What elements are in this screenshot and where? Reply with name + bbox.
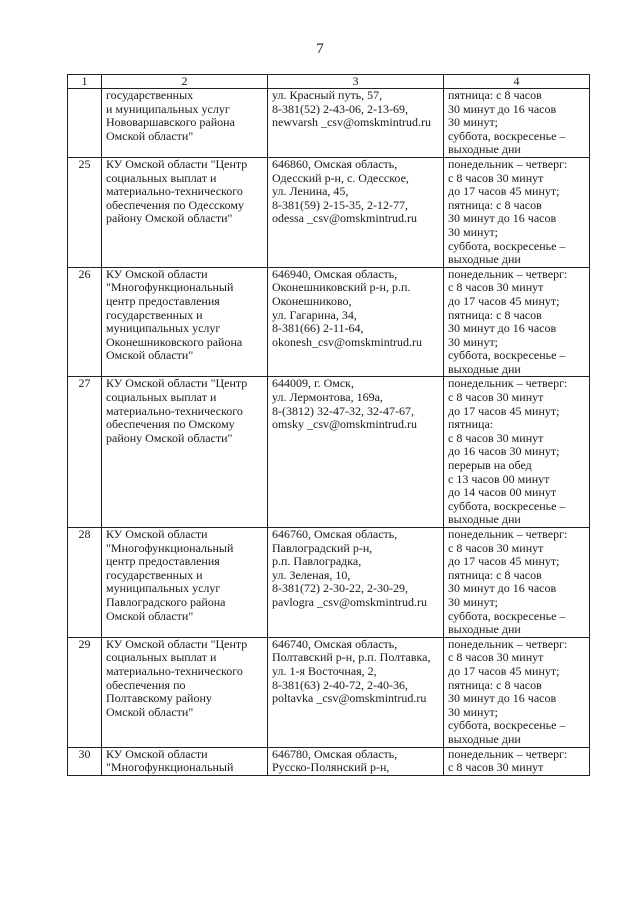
address-cell-line: ул. Ленина, 45, xyxy=(272,184,349,199)
working-hours-cell-line: пятница: xyxy=(448,417,494,432)
working-hours-cell-lines xyxy=(448,377,585,527)
working-hours-cell-line: пятница: с 8 часов xyxy=(448,567,542,582)
table-row xyxy=(68,89,590,158)
working-hours-cell-line: выходные дни xyxy=(448,512,521,527)
address-cell-line: 8-381(72) 2-30-22, 2-30-29, xyxy=(272,581,408,596)
working-hours-cell-lines xyxy=(448,158,585,267)
institution-name-cell-line: материально-технического xyxy=(106,403,243,418)
working-hours-cell-line: суббота, воскресенье – xyxy=(448,348,566,363)
institutions-table xyxy=(67,74,590,776)
institution-name-cell xyxy=(102,637,268,747)
institution-name-cell-line: центр предоставления xyxy=(106,554,220,569)
working-hours-cell-line: суббота, воскресенье – xyxy=(448,718,566,733)
address-cell-line: 8-381(66) 2-11-64, xyxy=(272,321,364,336)
address-cell-line: odessa _csv@omskmintrud.ru xyxy=(272,211,418,226)
institution-name-cell-line: муниципальных услуг xyxy=(106,321,221,336)
working-hours-cell-line: пятница: с 8 часов xyxy=(448,88,542,102)
address-cell-line: 644009, г. Омск, xyxy=(272,376,354,391)
institution-name-cell-line: и муниципальных услуг xyxy=(106,101,230,116)
table-row xyxy=(68,747,590,775)
institution-name-cell-lines xyxy=(106,89,263,143)
working-hours-cell-lines xyxy=(448,89,585,157)
institution-name-cell-line: Омской области" xyxy=(106,704,194,719)
institution-name-cell-line: Павлоградского района xyxy=(106,594,226,609)
address-cell-line: Одесский р-н, с. Одесское, xyxy=(272,170,409,185)
address-cell xyxy=(268,637,444,747)
address-cell-line: ул. Красный путь, 57, xyxy=(272,88,383,102)
header-col-address: 3 xyxy=(268,75,444,89)
working-hours-cell-lines xyxy=(448,268,585,377)
row-number-cell: 28 xyxy=(68,528,102,638)
working-hours-cell-line: суббота, воскресенье – xyxy=(448,498,566,513)
institution-name-cell-line: КУ Омской области "Центр xyxy=(106,637,248,651)
institution-name-cell-line: КУ Омской области "Центр xyxy=(106,376,248,391)
working-hours-cell-line: с 8 часов 30 минут xyxy=(448,540,544,555)
address-cell-line: 646740, Омская область, xyxy=(272,637,398,651)
address-cell-line: 646860, Омская область, xyxy=(272,157,398,171)
working-hours-cell-line: с 8 часов 30 минут xyxy=(448,170,544,185)
table-row xyxy=(68,157,590,267)
address-cell-line: ул. Гагарина, 34, xyxy=(272,307,357,322)
institution-name-cell-line: Омской области" xyxy=(106,608,194,623)
address-cell-lines xyxy=(272,89,439,130)
working-hours-cell-line: понедельник – четверг: xyxy=(448,267,568,281)
institution-name-cell-line: району Омской области" xyxy=(106,211,233,226)
working-hours-cell-line: понедельник – четверг: xyxy=(448,747,568,761)
address-cell-line: 8-381(59) 2-15-35, 2-12-77, xyxy=(272,197,408,212)
working-hours-cell-line: выходные дни xyxy=(448,361,521,376)
institution-name-cell-line: "Многофункциональный xyxy=(106,760,234,775)
working-hours-cell-line: выходные дни xyxy=(448,252,521,267)
institution-name-cell-line: "Многофункциональный xyxy=(106,540,234,555)
working-hours-cell xyxy=(444,637,590,747)
address-cell-line: 8-(3812) 32-47-32, 32-47-67, xyxy=(272,403,414,418)
address-cell-line: 8-381(52) 2-43-06, 2-13-69, xyxy=(272,101,408,116)
institution-name-cell-line: КУ Омской области "Центр xyxy=(106,157,248,171)
working-hours-cell-lines xyxy=(448,528,585,637)
working-hours-cell-line: понедельник – четверг: xyxy=(448,157,568,171)
institution-name-cell-line: государственных и xyxy=(106,567,203,582)
institution-name-cell-line: социальных выплат и xyxy=(106,170,217,185)
working-hours-cell-line: понедельник – четверг: xyxy=(448,637,568,651)
address-cell xyxy=(268,267,444,377)
working-hours-cell-line: 30 минут до 16 часов xyxy=(448,581,557,596)
working-hours-cell xyxy=(444,267,590,377)
row-number-cell: 25 xyxy=(68,157,102,267)
working-hours-cell-lines xyxy=(448,638,585,747)
working-hours-cell-line: до 17 часов 45 минут; xyxy=(448,293,560,308)
working-hours-cell-line: 30 минут до 16 часов xyxy=(448,211,557,226)
institution-name-cell xyxy=(102,157,268,267)
row-number-cell: 27 xyxy=(68,377,102,528)
working-hours-cell-line: с 8 часов 30 минут xyxy=(448,390,544,405)
institution-name-cell-line: государственных и xyxy=(106,307,203,322)
header-col-hours: 4 xyxy=(444,75,590,89)
row-number-cell: 30 xyxy=(68,747,102,775)
institution-name-cell-lines xyxy=(106,748,263,775)
address-cell xyxy=(268,377,444,528)
working-hours-cell-line: 30 минут до 16 часов xyxy=(448,101,557,116)
institution-name-cell xyxy=(102,267,268,377)
institution-name-cell-line: материально-технического xyxy=(106,663,243,678)
institution-name-cell-line: государственных xyxy=(106,88,194,102)
table-body xyxy=(68,89,590,776)
row-number-cell: 29 xyxy=(68,637,102,747)
header-col-number: 1 xyxy=(68,75,102,89)
working-hours-cell-line: пятница: с 8 часов xyxy=(448,197,542,212)
working-hours-cell xyxy=(444,528,590,638)
working-hours-cell-line: пятница: с 8 часов xyxy=(448,677,542,692)
working-hours-cell-line: 30 минут; xyxy=(448,704,499,719)
institution-name-cell xyxy=(102,89,268,158)
page-number: 7 xyxy=(316,41,324,57)
institution-name-cell-line: социальных выплат и xyxy=(106,390,217,405)
working-hours-cell-line: 30 минут; xyxy=(448,594,499,609)
working-hours-cell-line: до 17 часов 45 минут; xyxy=(448,184,560,199)
working-hours-cell-line: с 8 часов 30 минут xyxy=(448,430,544,445)
address-cell-line: Оконешниково, xyxy=(272,293,352,308)
institution-name-cell-line: КУ Омской области xyxy=(106,267,208,281)
working-hours-cell-line: 30 минут; xyxy=(448,115,499,130)
address-cell-line: Полтавский р-н, р.п. Полтавка, xyxy=(272,650,431,665)
address-cell xyxy=(268,157,444,267)
working-hours-cell-line: перерыв на обед xyxy=(448,458,532,473)
address-cell-line: ул. Зеленая, 10, xyxy=(272,567,351,582)
address-cell-line: pavlogra _csv@omskmintrud.ru xyxy=(272,594,428,609)
working-hours-cell-line: с 8 часов 30 минут xyxy=(448,650,544,665)
institution-name-cell-line: Омской области" xyxy=(106,128,194,143)
institution-name-cell-line: обеспечения по Омскому xyxy=(106,417,235,432)
working-hours-cell xyxy=(444,89,590,158)
working-hours-cell-line: с 8 часов 30 минут xyxy=(448,280,544,295)
institution-name-cell-line: материально-технического xyxy=(106,184,243,199)
institution-name-cell-line: Нововаршавского района xyxy=(106,115,235,130)
row-number-cell xyxy=(68,89,102,158)
table-row xyxy=(68,637,590,747)
address-cell-line: poltavka _csv@omskmintrud.ru xyxy=(272,691,427,706)
address-cell-line: ул. 1-я Восточная, 2, xyxy=(272,663,377,678)
institution-name-cell-line: району Омской области" xyxy=(106,430,233,445)
working-hours-cell-line: 30 минут; xyxy=(448,334,499,349)
address-cell-line: okonesh_csv@omskmintrud.ru xyxy=(272,334,423,349)
address-cell-line: 646760, Омская область, xyxy=(272,527,398,541)
institution-name-cell-line: КУ Омской области xyxy=(106,747,208,761)
working-hours-cell-line: до 14 часов 00 минут xyxy=(448,485,557,500)
address-cell xyxy=(268,528,444,638)
institution-name-cell-line: Полтавскому району xyxy=(106,691,212,706)
address-cell-lines xyxy=(272,268,439,350)
address-cell-lines xyxy=(272,528,439,610)
working-hours-cell-line: выходные дни xyxy=(448,142,521,157)
working-hours-cell-line: до 16 часов 30 минут; xyxy=(448,444,560,459)
institution-name-cell-line: Омской области" xyxy=(106,348,194,363)
table-row xyxy=(68,528,590,638)
address-cell-line: ул. Лермонтова, 169а, xyxy=(272,390,383,405)
institution-name-cell-lines xyxy=(106,268,263,363)
institution-name-cell-lines xyxy=(106,158,263,226)
institution-name-cell-line: центр предоставления xyxy=(106,293,220,308)
working-hours-cell-line: 30 минут до 16 часов xyxy=(448,691,557,706)
institution-name-cell-line: обеспечения по xyxy=(106,677,186,692)
institution-name-cell-line: муниципальных услуг xyxy=(106,581,221,596)
working-hours-cell-line: с 8 часов 30 минут xyxy=(448,760,544,775)
address-cell xyxy=(268,747,444,775)
institution-name-cell xyxy=(102,377,268,528)
address-cell xyxy=(268,89,444,158)
working-hours-cell-lines xyxy=(448,748,585,775)
institution-name-cell xyxy=(102,528,268,638)
institution-name-cell-line: "Многофункциональный xyxy=(106,280,234,295)
institution-name-cell-line: обеспечения по Одесскому xyxy=(106,197,244,212)
table-row xyxy=(68,267,590,377)
working-hours-cell-line: понедельник – четверг: xyxy=(448,527,568,541)
institution-name-cell-lines xyxy=(106,638,263,720)
working-hours-cell-line: до 17 часов 45 минут; xyxy=(448,403,560,418)
working-hours-cell-line: суббота, воскресенье – xyxy=(448,608,566,623)
address-cell-line: omsky _csv@omskmintrud.ru xyxy=(272,417,418,432)
working-hours-cell-line: с 13 часов 00 минут xyxy=(448,471,550,486)
working-hours-cell-line: до 17 часов 45 минут; xyxy=(448,554,560,569)
header-col-name: 2 xyxy=(102,75,268,89)
row-number-cell: 26 xyxy=(68,267,102,377)
institution-name-cell-line: КУ Омской области xyxy=(106,527,208,541)
institution-name-cell-line: социальных выплат и xyxy=(106,650,217,665)
working-hours-cell xyxy=(444,157,590,267)
working-hours-cell-line: пятница: с 8 часов xyxy=(448,307,542,322)
working-hours-cell-line: 30 минут до 16 часов xyxy=(448,321,557,336)
working-hours-cell-line: выходные дни xyxy=(448,731,521,746)
table-header-row xyxy=(68,75,590,89)
address-cell-line: р.п. Павлоградка, xyxy=(272,554,362,569)
institution-name-cell-lines xyxy=(106,528,263,623)
working-hours-cell-line: 30 минут; xyxy=(448,224,499,239)
address-cell-line: 8-381(63) 2-40-72, 2-40-36, xyxy=(272,677,408,692)
working-hours-cell-line: выходные дни xyxy=(448,622,521,637)
address-cell-lines xyxy=(272,638,439,706)
working-hours-cell-line: понедельник – четверг: xyxy=(448,376,568,391)
address-cell-line: Павлоградский р-н, xyxy=(272,540,373,555)
address-cell-line: newvarsh _csv@omskmintrud.ru xyxy=(272,115,432,130)
table-row xyxy=(68,377,590,528)
institution-name-cell xyxy=(102,747,268,775)
working-hours-cell xyxy=(444,377,590,528)
working-hours-cell-line: суббота, воскресенье – xyxy=(448,128,566,143)
address-cell-line: 646780, Омская область, xyxy=(272,747,398,761)
working-hours-cell-line: до 17 часов 45 минут; xyxy=(448,663,560,678)
address-cell-line: Русско-Полянский р-н, xyxy=(272,760,390,775)
working-hours-cell xyxy=(444,747,590,775)
address-cell-lines xyxy=(272,158,439,226)
address-cell-line: 646940, Омская область, xyxy=(272,267,398,281)
address-cell-lines xyxy=(272,748,439,775)
address-cell-lines xyxy=(272,377,439,431)
institution-name-cell-line: Оконешниковского района xyxy=(106,334,243,349)
working-hours-cell-line: суббота, воскресенье – xyxy=(448,238,566,253)
institution-name-cell-lines xyxy=(106,377,263,445)
address-cell-line: Оконешниковский р-н, р.п. xyxy=(272,280,411,295)
